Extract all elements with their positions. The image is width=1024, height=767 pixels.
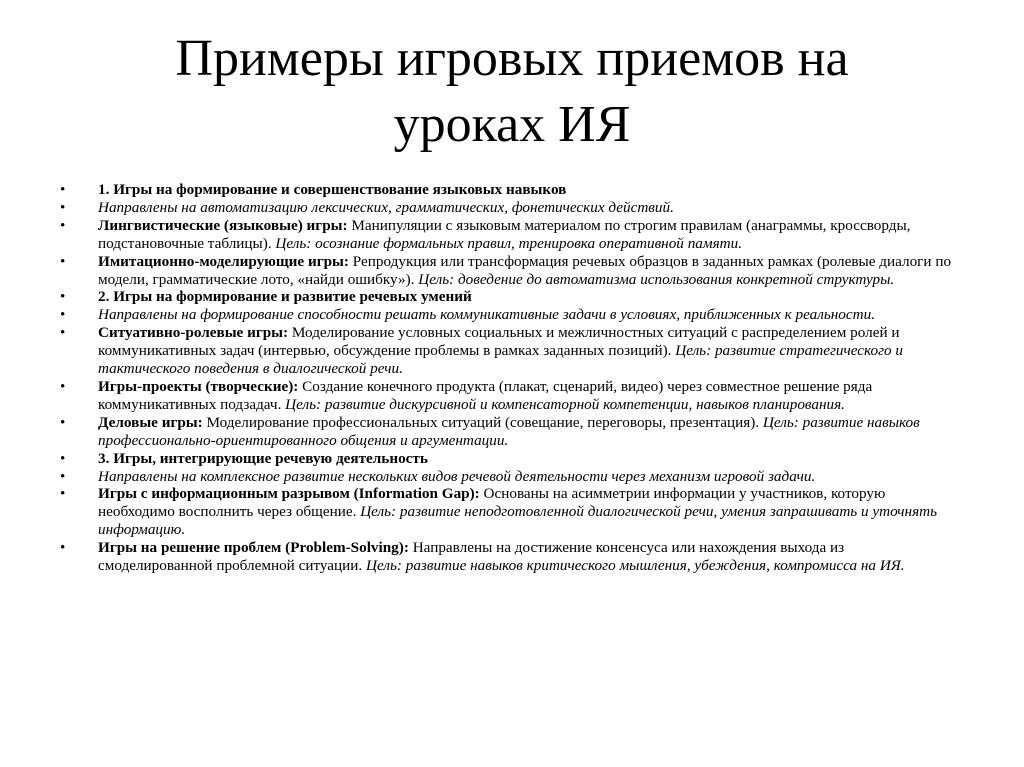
bullet-marker: • [60,485,66,503]
bullet-marker: • [60,216,66,234]
item-italic-text: Цель: осознание формальных правил, тренировка оперативной памяти. [275,234,742,252]
item-text: Направлены на достижение консенсуса или нахождения выхода из смоделированной проблемной ситуации. [98,539,845,575]
item-italic-text: Цель: развитие стратегического и тактического поведения в диалогической речи. [98,342,904,378]
item-italic-text: Цель: развитие дискурсивной и компенсаторной компетенции, навыков планирования. [285,395,845,413]
bullet-list [60,181,960,575]
item-italic-text: Направлены на комплексное развитие нескольких видов речевой деятельности через механизм игровой задачи. [98,467,816,485]
item-text: Манипуляции с языковым материалом по строгим правилам (анаграммы, кроссворды, подстановочные таблицы). [98,216,911,252]
list-item [60,324,960,378]
bullet-marker: • [60,539,66,557]
item-text: Основаны на асимметрии информации у участников, которую необходимо восполнить через общение. [98,485,886,521]
item-bold-text: 2. Игры на формирование и развитие речевых умений [98,288,472,306]
slide-title-line-2: уроках ИЯ [393,96,631,153]
item-italic-text: Направлены на формирование способности решать коммуникативные задачи в условиях, приближенных к реальности. [98,306,875,324]
slide-title-line-1: Примеры игровых приемов на [175,30,849,87]
list-item [60,288,960,306]
item-italic-text: Цель: развитие неподготовленной диалогической речи, умения запрашивать и уточнять информацию. [98,503,938,539]
item-bold-text: Игры на решение проблем (Problem-Solving): [98,539,409,557]
bullet-marker: • [60,377,66,395]
slide-title [0,26,1024,158]
list-item [60,199,960,217]
bullet-marker: • [60,181,66,198]
list-item [60,539,960,575]
item-bold-text: Деловые игры: [98,413,203,431]
item-italic-text: Направлены на автоматизацию лексических, грамматических, фонетических действий. [98,198,674,216]
item-bold-text: Ситуативно-ролевые игры: [98,324,289,342]
bullet-marker: • [60,198,66,216]
item-bold-text: 1. Игры на формирование и совершенствование языковых навыков [98,181,567,198]
bullet-marker: • [60,306,66,324]
bullet-marker: • [60,413,66,431]
item-italic-text: Цель: развитие навыков критического мышления, убеждения, компромисса на ИЯ. [366,557,905,575]
item-bold-text: Лингвистические (языковые) игры: [98,216,348,234]
list-item [60,253,960,289]
list-item [60,378,960,414]
list-item [60,414,960,450]
item-bold-text: 3. Игры, интегрирующие речевую деятельность [98,449,428,467]
item-bold-text: Игры-проекты (творческие): [98,377,299,395]
item-text: Создание конечного продукта (плакат, сценарий, видео) через совместное решение ряда коммуникативных подзадач. [98,377,873,413]
list-item [60,485,960,539]
bullet-marker: • [60,252,66,270]
item-bold-text: Игры с информационным разрывом (Information Gap): [98,485,480,503]
bullet-marker: • [60,324,66,342]
item-italic-text: Цель: развитие навыков профессионально-ориентированного общения и аргументации. [98,413,920,449]
bullet-marker: • [60,449,66,467]
item-text: Репродукция или трансформация речевых образцов в заданных рамках (ролевые диалоги по модели, грамматические лото, «найди ошибку»). [98,252,952,288]
item-text: Моделирование условных социальных и межличностных ситуаций с распределением ролей и коммуникативных задач (интервью, обсуждение проблемы в рамках заданных позиций). [98,324,900,360]
list-item [60,181,960,199]
item-bold-text: Имитационно-моделирующие игры: [98,252,349,270]
bullet-marker: • [60,288,66,306]
bullet-marker: • [60,467,66,485]
item-text: Моделирование профессиональных ситуаций (совещание, переговоры, презентация). [202,413,763,431]
list-item [60,468,960,486]
list-item [60,450,960,468]
list-item [60,217,960,253]
list-item [60,306,960,324]
item-italic-text: Цель: доведение до автоматизма использования конкретной структуры. [418,270,895,288]
